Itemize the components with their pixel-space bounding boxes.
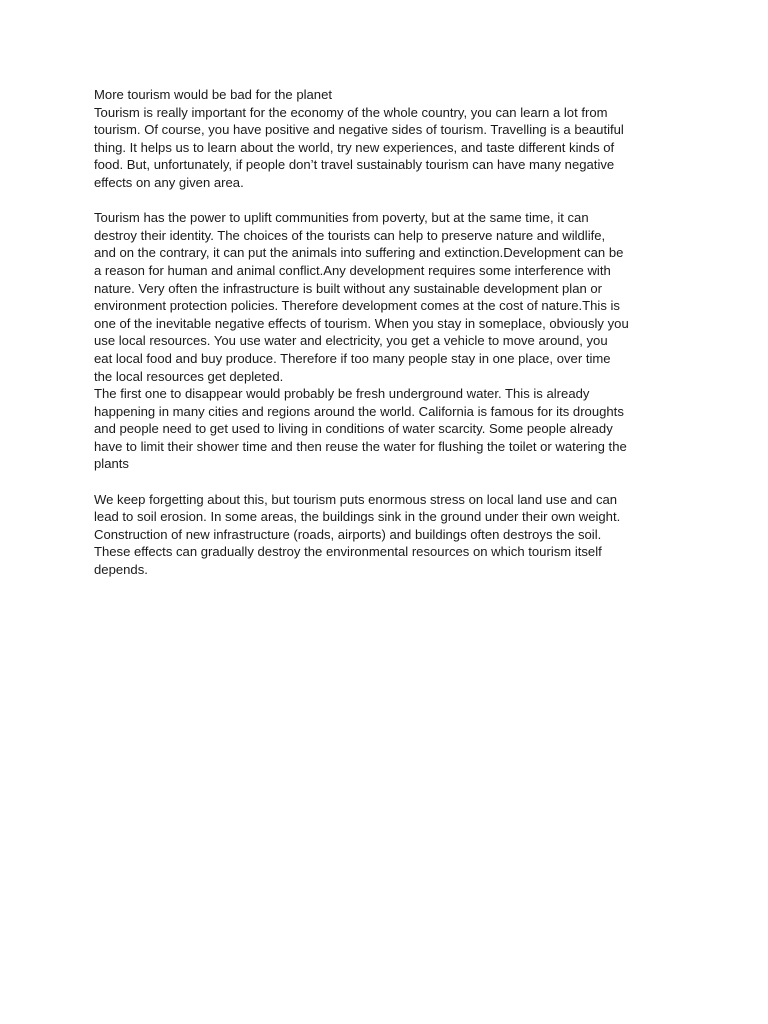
paragraph-line: destroy their identity. The choices of the tourists can help to preserve nature and wildlife, bbox=[94, 227, 606, 243]
paragraph-line: lead to soil erosion. In some areas, the buildings sink in the ground under their own weight. bbox=[94, 509, 621, 525]
paragraph-line: and people need to get used to living in conditions of water scarcity. Some people already bbox=[94, 421, 613, 437]
paragraph-2 bbox=[94, 209, 684, 385]
paragraph-line: environment protection policies. Therefore development comes at the cost of nature.This is bbox=[94, 298, 620, 314]
paragraph-4 bbox=[94, 491, 684, 579]
paragraph-line: a reason for human and animal conflict.Any development requires some interference with bbox=[94, 262, 611, 278]
paragraph-line: nature. Very often the infrastructure is built without any sustainable development plan or bbox=[94, 280, 603, 296]
document-body bbox=[94, 86, 684, 579]
paragraph-line: the local resources get depleted. bbox=[94, 368, 284, 384]
paragraph-line: eat local food and buy produce. Therefore if too many people stay in one place, over time bbox=[94, 350, 611, 366]
paragraph-line: Tourism is really important for the economy of the whole country, you can learn a lot from bbox=[94, 104, 608, 120]
paragraph-line: plants bbox=[94, 456, 129, 472]
paragraph-line: use local resources. You use water and electricity, you get a vehicle to move around, you bbox=[94, 333, 608, 349]
paragraph-line: food. But, unfortunately, if people don’t travel sustainably tourism can have many negative bbox=[94, 157, 615, 173]
paragraph-line: Construction of new infrastructure (roads, airports) and buildings often destroys the soil. bbox=[94, 526, 602, 542]
paragraph-line: and on the contrary, it can put the animals into suffering and extinction.Development can be bbox=[94, 245, 624, 261]
paragraph-line: happening in many cities and regions around the world. California is famous for its droughts bbox=[94, 403, 624, 419]
paragraph-spacer bbox=[94, 473, 684, 491]
paragraph-line: thing. It helps us to learn about the world, try new experiences, and taste different kinds of bbox=[94, 139, 615, 155]
paragraph-line: We keep forgetting about this, but tourism puts enormous stress on local land use and can bbox=[94, 491, 618, 507]
paragraph-1 bbox=[94, 104, 684, 192]
paragraph-line: one of the inevitable negative effects of tourism. When you stay in someplace, obviously you bbox=[94, 315, 629, 331]
paragraph-line: These effects can gradually destroy the environmental resources on which tourism itself bbox=[94, 544, 602, 560]
paragraph-line: Tourism has the power to uplift communities from poverty, but at the same time, it can bbox=[94, 210, 589, 226]
paragraph-line: tourism. Of course, you have positive and negative sides of tourism. Travelling is a beautiful bbox=[94, 122, 624, 138]
document-title: More tourism would be bad for the planet bbox=[94, 87, 333, 102]
paragraph-spacer bbox=[94, 192, 684, 210]
paragraph-line: depends. bbox=[94, 562, 148, 578]
paragraph-3 bbox=[94, 385, 684, 473]
paragraph-line: effects on any given area. bbox=[94, 174, 244, 190]
paragraph-line: have to limit their shower time and then reuse the water for flushing the toilet or watering the bbox=[94, 438, 627, 454]
paragraph-line: The first one to disappear would probably be fresh underground water. This is already bbox=[94, 386, 590, 402]
